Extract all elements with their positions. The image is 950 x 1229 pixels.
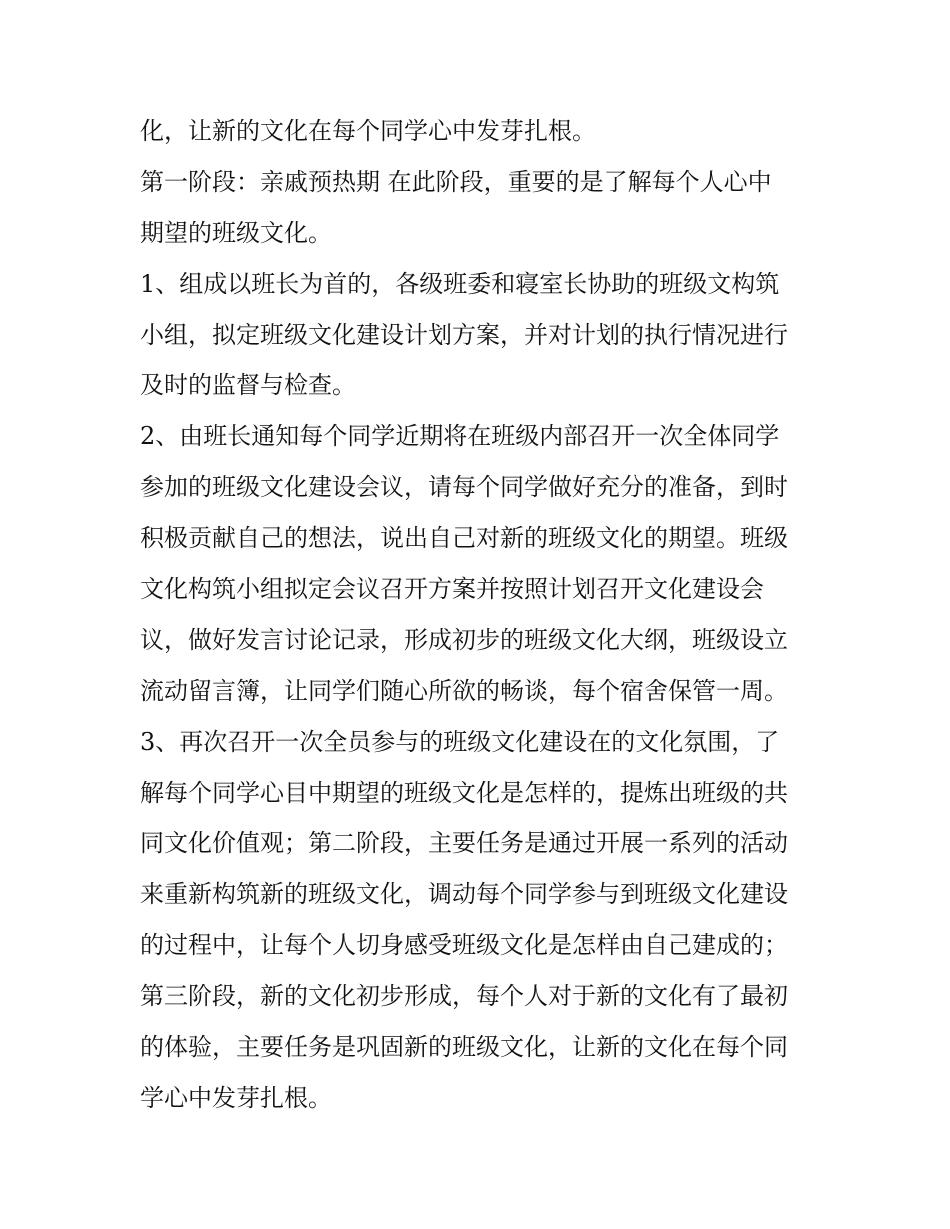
text-line: 的过程中，让每个人切身感受班级文化是怎样由自己建成的； <box>140 931 788 960</box>
text-line: 期望的班级文化。 <box>140 218 332 247</box>
text-line: 3、再次召开一次全员参与的班级文化建设在的文化氛围，了 <box>140 727 780 756</box>
text-line: 1、组成以班长为首的，各级班委和寝室长协助的班级文构筑 <box>140 269 780 298</box>
text-line: 学心中发芽扎根。 <box>140 1083 332 1112</box>
text-line: 第三阶段，新的文化初步形成，每个人对于新的文化有了最初 <box>140 982 788 1011</box>
text-line: 及时的监督与检查。 <box>140 371 356 400</box>
text-line: 化，让新的文化在每个同学心中发芽扎根。 <box>140 117 596 145</box>
text-line: 流动留言簿，让同学们随心所欲的畅谈，每个宿舍保管一周。 <box>140 676 788 705</box>
text-line: 解每个同学心目中期望的班级文化是怎样的，提炼出班级的共 <box>140 778 788 807</box>
text-line: 议，做好发言讨论记录，形成初步的班级文化大纲，班级设立 <box>140 625 788 654</box>
text-line: 积极贡献自己的想法，说出自己对新的班级文化的期望。班级 <box>140 524 788 553</box>
body-text <box>140 106 820 1124</box>
text-line: 来重新构筑新的班级文化，调动每个同学参与到班级文化建设 <box>140 880 788 909</box>
text-line: 文化构筑小组拟定会议召开方案并按照计划召开文化建设会 <box>140 575 764 604</box>
text-line: 的体验，主要任务是巩固新的班级文化，让新的文化在每个同 <box>140 1033 788 1062</box>
text-line: 同文化价值观；第二阶段，主要任务是通过开展一系列的活动 <box>140 829 788 858</box>
text-line: 第一阶段：亲戚预热期 在此阶段，重要的是了解每个人心中 <box>140 167 772 196</box>
text-line: 2、由班长通知每个同学近期将在班级内部召开一次全体同学 <box>140 422 780 451</box>
text-line: 参加的班级文化建设会议，请每个同学做好充分的准备，到时 <box>140 473 788 502</box>
text-line: 小组，拟定班级文化建设计划方案，并对计划的执行情况进行 <box>140 320 788 349</box>
